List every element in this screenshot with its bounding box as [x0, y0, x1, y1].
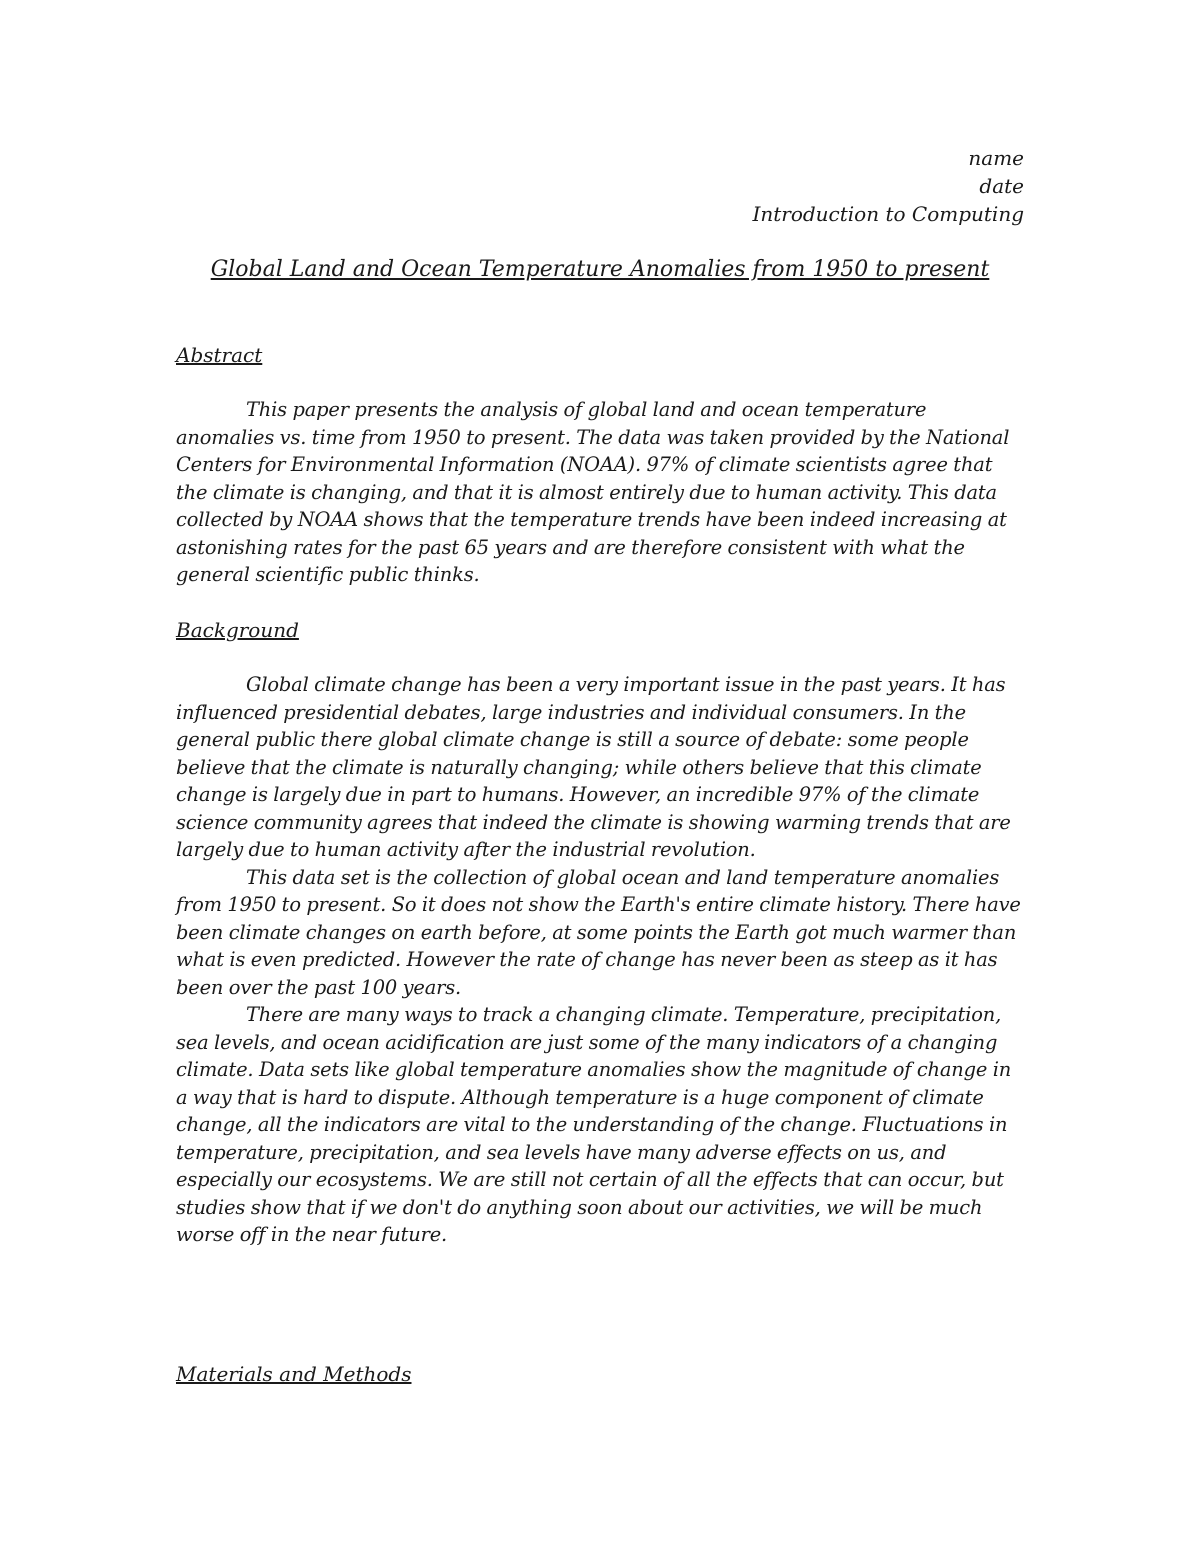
author-name: name	[968, 146, 1024, 170]
background-paragraph: Global climate change has been a very important issue in the past years. It has influenced presidential debates, large industries and individual consumers. In the general public there global climate change is still a source of debate: some people believe that the climate is naturally changing; while others believe that this climate change is largely due in part to humans. However, an incredible 97% of the climate science community agrees that indeed the climate is showing warming trends that are largely due to human activity after the industrial revolution.	[176, 673, 1011, 861]
abstract-paragraph: This paper presents the analysis of global land and ocean temperature anomalies vs. time from 1950 to present. The data was taken provided by the National Centers for Environmental Information (NOAA). 97% of climate scientists agree that the climate is changing, and that it is almost entirely due to human activity. This data collected by NOAA shows that the temperature trends have been indeed increasing at astonishing rates for the past 65 years and are therefore consistent with what the general scientific public thinks.	[176, 398, 1010, 586]
background-paragraph: There are many ways to track a changing climate. Temperature, precipitation, sea levels, and ocean acidification are just some of the many indicators of a changing climate. Data sets like global temperature anomalies show the magnitude of change in a way that is hard to dispute. Although temperature is a huge component of climate change, all the indicators are vital to the understanding of the change. Fluctuations in temperature, precipitation, and sea levels have many adverse effects on us, and especially our ecosystems. We are still not certain of all the effects that can occur, but studies show that if we don't do anything soon about our activities, we will be much worse off in the near future.	[176, 1003, 1012, 1246]
document-title: Global Land and Ocean Temperature Anomalies from 1950 to present	[210, 257, 990, 282]
document-header	[752, 144, 1024, 228]
course-name: Introduction to Computing	[752, 202, 1024, 226]
abstract-heading: Abstract	[176, 343, 263, 367]
document-date: date	[979, 174, 1024, 198]
background-body	[176, 671, 1026, 1249]
materials-methods-heading: Materials and Methods	[176, 1362, 412, 1386]
background-paragraph: This data set is the collection of global ocean and land temperature anomalies from 1950 to present. So it does not show the Earth's entire climate history. There have been climate changes on earth before, at some points the Earth got much warmer than what is even predicted. However the rate of change has never been as steep as it has been over the past 100 years.	[176, 865, 1021, 999]
abstract-body	[176, 396, 1026, 589]
background-heading: Background	[176, 618, 299, 642]
